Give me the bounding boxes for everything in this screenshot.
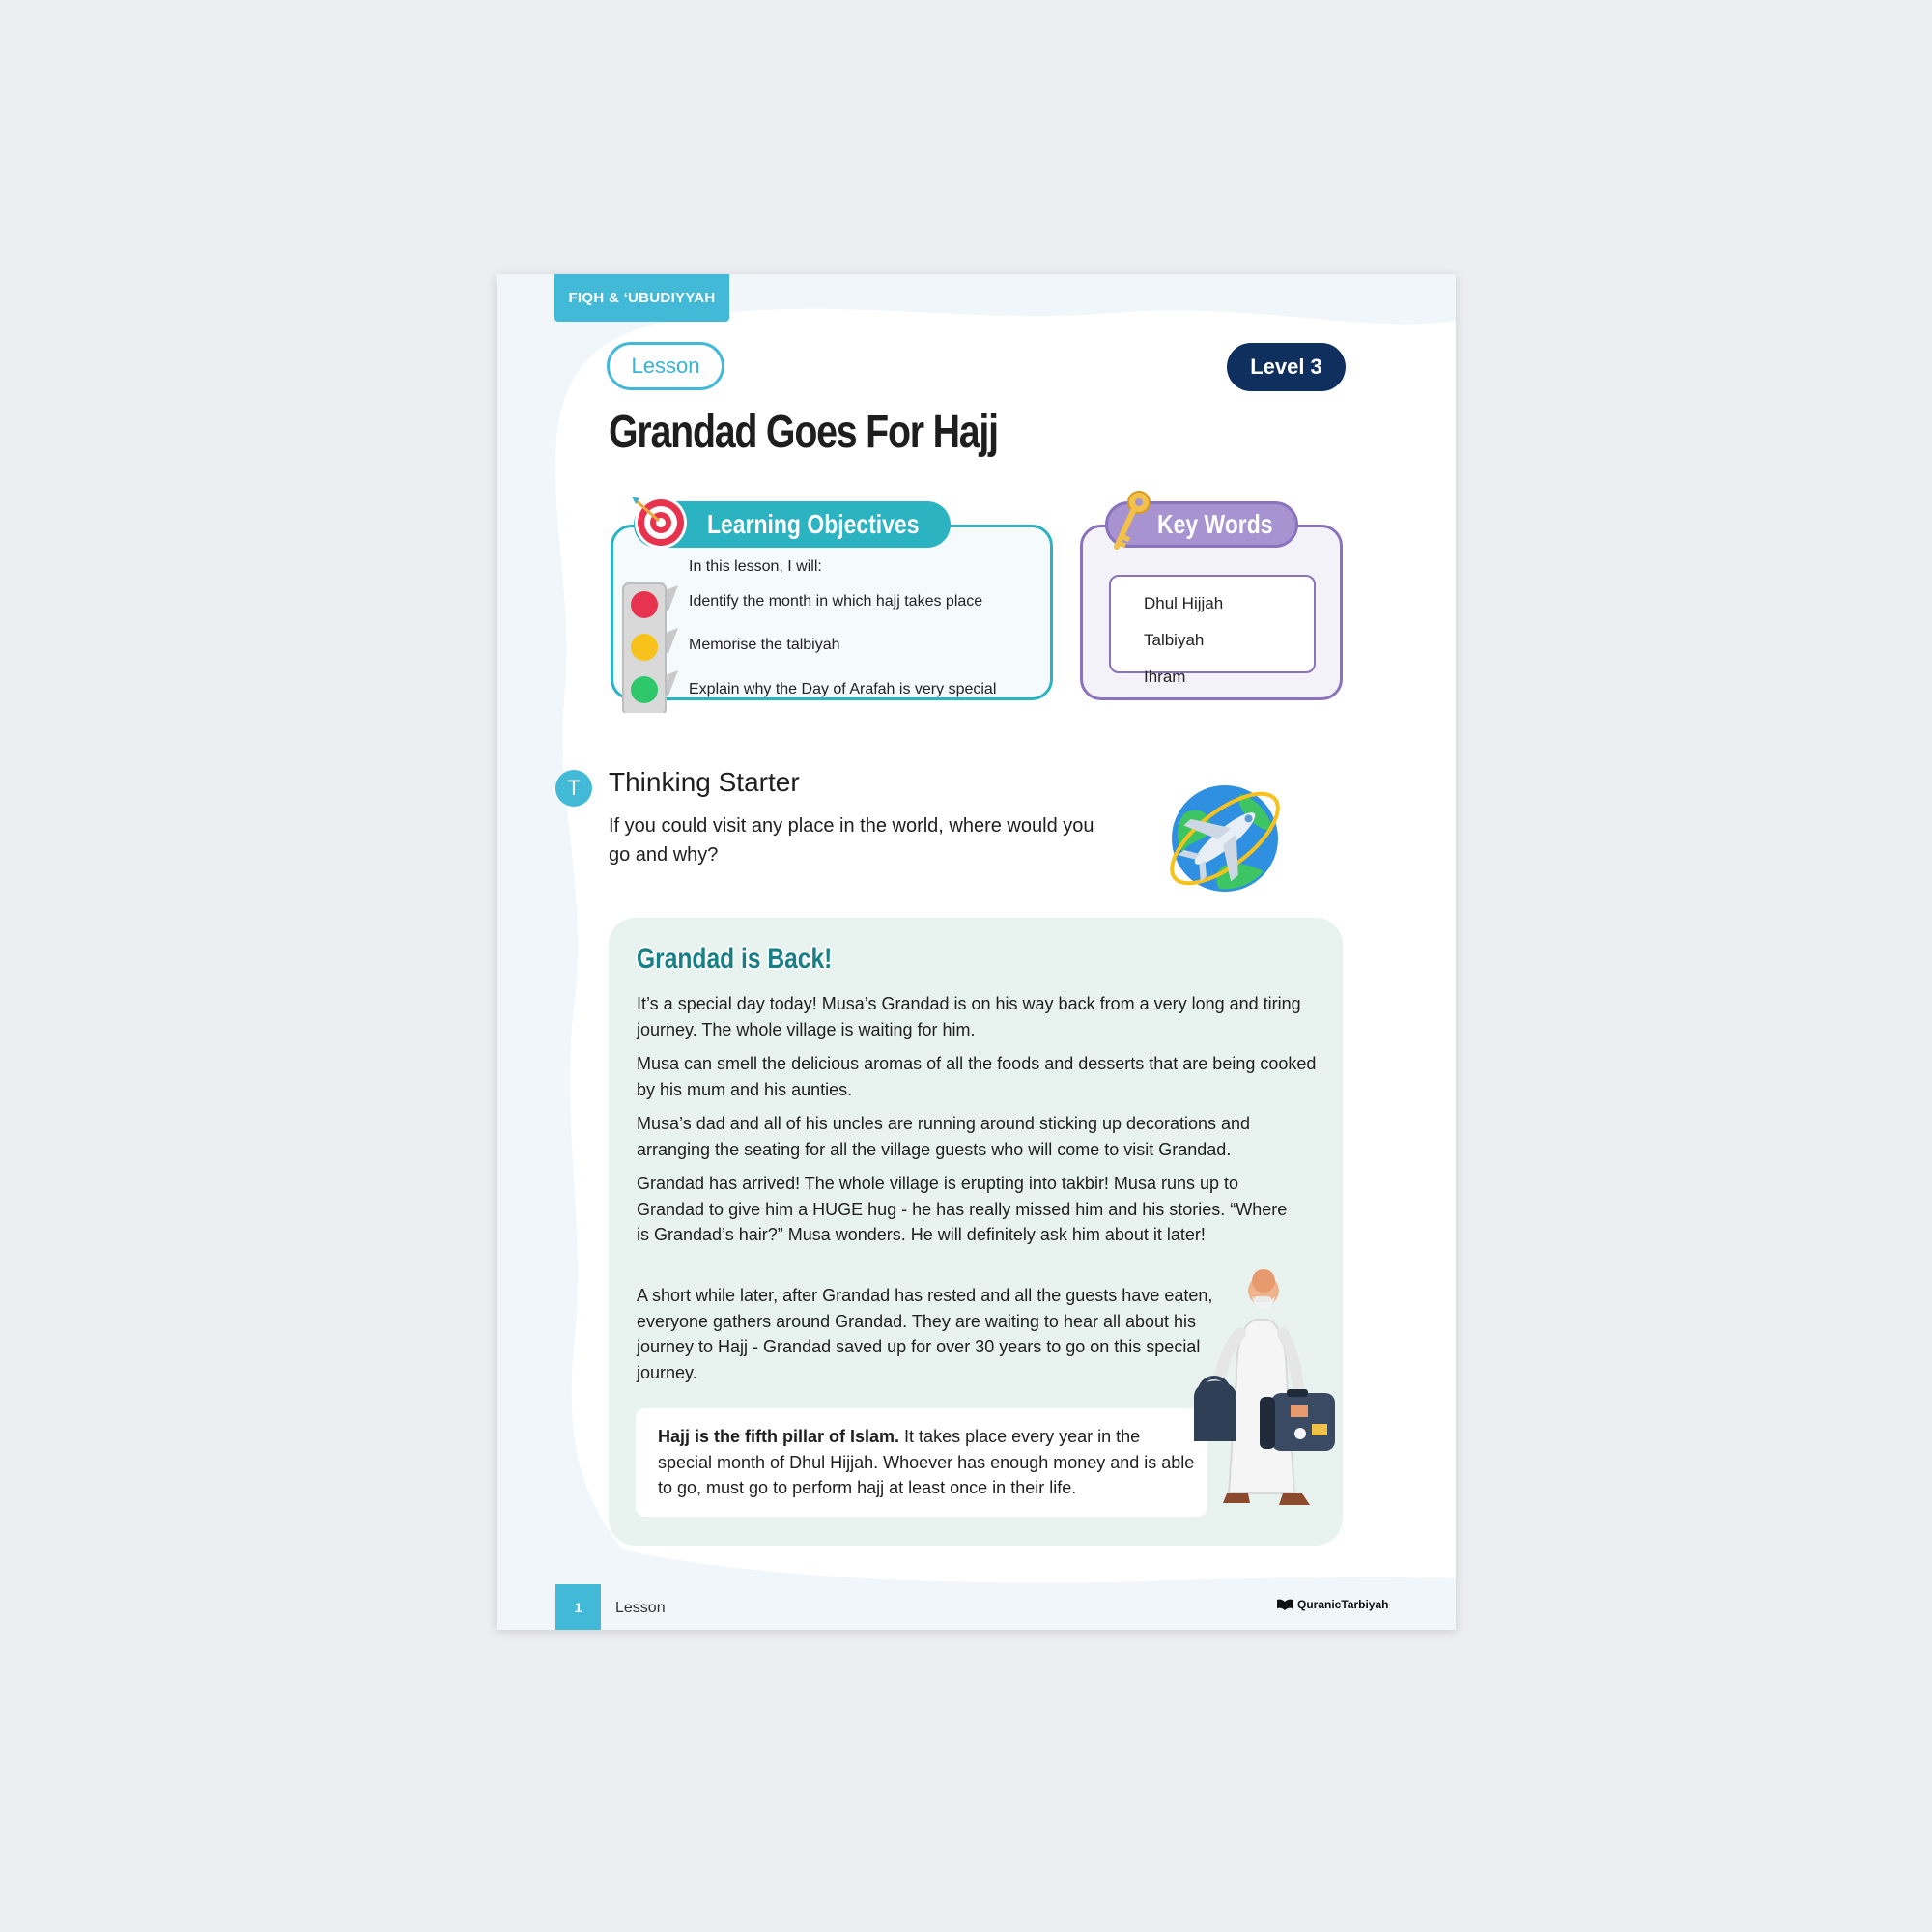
target-icon bbox=[630, 493, 688, 551]
brand-name: QuranicTarbiyah bbox=[1297, 1598, 1389, 1611]
traffic-light-amber bbox=[631, 634, 658, 661]
objectives-intro: In this lesson, I will: bbox=[689, 558, 822, 575]
hajj-note-bold: Hajj is the fifth pillar of Islam. bbox=[658, 1427, 900, 1446]
story-paragraph: Grandad has arrived! The whole village is erupting into takbir! Musa runs up to Grandad to give him a HUGE hug - he has really missed him and his stories. “Where is Grandad’s hair?” Musa wonders. He will definitely ask him about it later! bbox=[637, 1174, 1288, 1244]
story-paragraph: It’s a special day today! Musa’s Grandad is on his way back from a very long and tiring journey. The whole village is waiting for him. bbox=[637, 994, 1301, 1039]
traffic-light-green bbox=[631, 676, 658, 703]
story-heading: Grandad is Back! bbox=[637, 943, 833, 975]
objective-item: Memorise the talbiyah bbox=[689, 637, 840, 653]
key-words-title: Key Words bbox=[1157, 509, 1273, 539]
traffic-light-red bbox=[631, 591, 658, 618]
traffic-light-icon bbox=[620, 582, 680, 713]
brand-logo bbox=[1277, 1598, 1388, 1611]
key-icon bbox=[1107, 489, 1155, 553]
subject-tab: FIQH & ‘UBUDIYYAH bbox=[554, 274, 729, 322]
lesson-badge: Lesson bbox=[607, 342, 724, 390]
grandad-illustration bbox=[1179, 1262, 1343, 1522]
worksheet-page bbox=[497, 274, 1456, 1630]
story-paragraph: Musa’s dad and all of his uncles are running around sticking up decorations and arranging the seating for all the village guests who will come to visit Grandad. bbox=[637, 1114, 1251, 1159]
page-title: Grandad Goes For Hajj bbox=[609, 407, 998, 458]
thinking-starter-badge: T bbox=[555, 770, 592, 807]
key-word-item: Talbiyah bbox=[1144, 631, 1205, 649]
story-paragraph: A short while later, after Grandad has rested and all the guests have eaten, everyone gathers around Grandad. They are waiting to hear all about his journey to Hajj - Grandad saved up for over 30 years to go on this special journey. bbox=[637, 1286, 1213, 1382]
thinking-starter-question: If you could visit any place in the world, where would you go and why? bbox=[609, 815, 1094, 866]
hajj-note-text: It takes place every year in the special month of Dhul Hijjah. Whoever has enough money and is able to go, must go to perform hajj at least once in their life. bbox=[658, 1427, 1195, 1497]
brand-logo-icon bbox=[1277, 1599, 1293, 1610]
hajj-note bbox=[658, 1424, 1199, 1501]
learning-objectives-title: Learning Objectives bbox=[707, 509, 920, 539]
objective-item: Identify the month in which hajj takes place bbox=[689, 593, 983, 610]
footer-label: Lesson bbox=[615, 1600, 666, 1616]
story-paragraph: Musa can smell the delicious aromas of all the foods and desserts that are being cooked by his mum and his aunties. bbox=[637, 1054, 1317, 1099]
key-word-item: Ihram bbox=[1144, 668, 1186, 686]
globe-plane-icon bbox=[1163, 775, 1289, 900]
thinking-starter-heading: Thinking Starter bbox=[609, 767, 800, 797]
objective-item: Explain why the Day of Arafah is very special bbox=[689, 681, 997, 697]
key-word-item: Dhul Hijjah bbox=[1144, 594, 1224, 612]
page-number: 1 bbox=[555, 1584, 601, 1630]
key-words-list bbox=[1109, 575, 1316, 673]
level-badge: Level 3 bbox=[1227, 343, 1346, 391]
